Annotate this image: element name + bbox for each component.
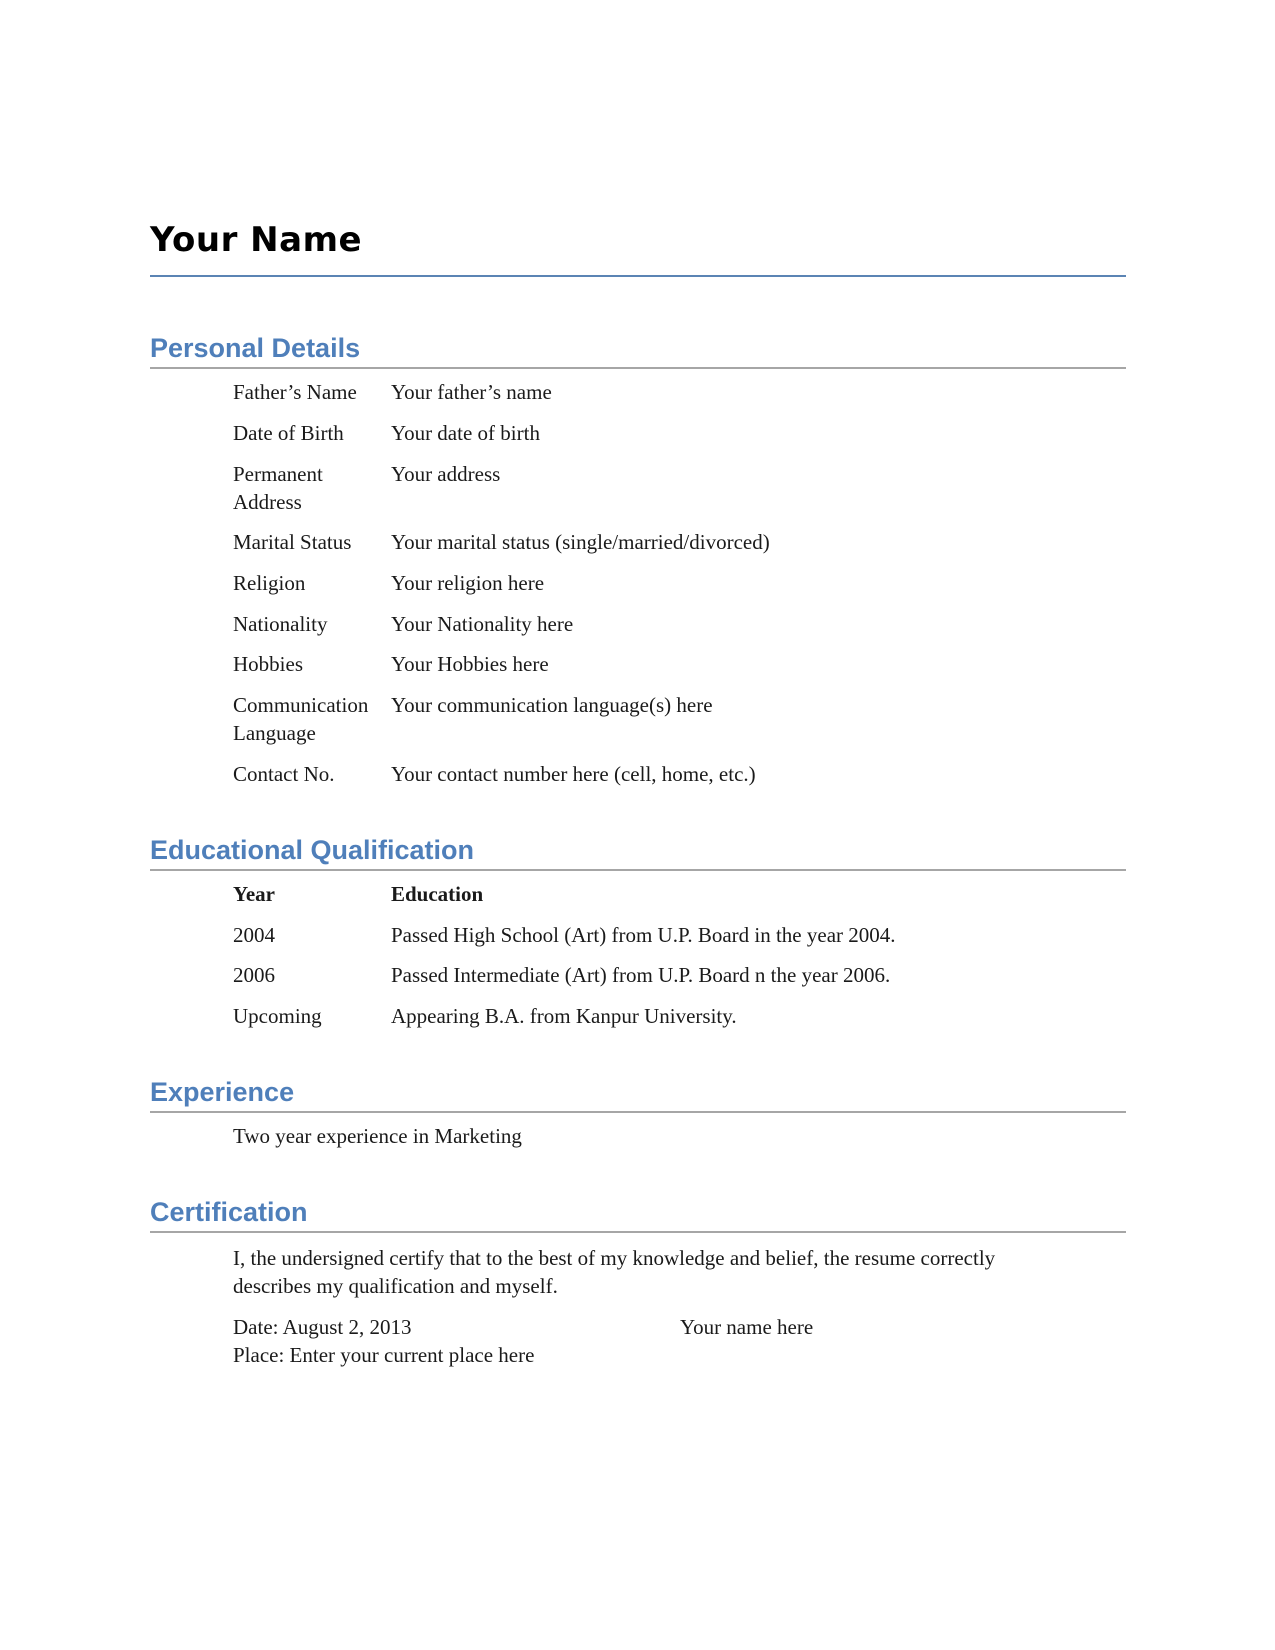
row-label: Marital Status <box>233 530 352 554</box>
experience-heading: Experience <box>150 1077 295 1107</box>
experience-text: Two year experience in Marketing <box>233 1124 522 1148</box>
experience-divider <box>150 1111 1126 1113</box>
row-label: Religion <box>233 571 306 595</box>
education-detail: Passed Intermediate (Art) from U.P. Board n the year 2006. <box>391 963 891 987</box>
row-value: Your address <box>391 462 501 486</box>
education-divider <box>150 869 1126 871</box>
row-label: Nationality <box>233 612 328 636</box>
row-label: Permanent Address <box>233 462 323 514</box>
row-label: Father’s Name <box>233 380 357 404</box>
title-divider <box>150 275 1126 277</box>
education-year: Upcoming <box>233 1004 322 1028</box>
education-detail: Appearing B.A. from Kanpur University. <box>391 1004 737 1028</box>
row-value: Your date of birth <box>391 421 540 445</box>
certification-statement: I, the undersigned certify that to the best of my knowledge and belief, the resume correctly describes my qualification and myself. <box>233 1246 996 1298</box>
resume-name-title: Your Name <box>150 220 363 260</box>
personal-details-heading: Personal Details <box>150 333 361 363</box>
education-year: 2006 <box>233 963 275 987</box>
row-value: Your contact number here (cell, home, etc.) <box>391 762 756 786</box>
certification-divider <box>150 1231 1126 1233</box>
signature-name: Your name here <box>680 1315 814 1339</box>
column-header-education: Education <box>391 882 484 906</box>
education-detail: Passed High School (Art) from U.P. Board in the year 2004. <box>391 923 896 947</box>
row-value: Your religion here <box>391 571 545 595</box>
row-label: Contact No. <box>233 762 335 786</box>
row-value: Your communication language(s) here <box>391 693 713 717</box>
row-value: Your Hobbies here <box>391 652 549 676</box>
personal-details-divider <box>150 367 1126 369</box>
column-header-year: Year <box>233 882 275 906</box>
row-value: Your marital status (single/married/divorced) <box>391 530 770 554</box>
row-label: Communication Language <box>233 693 369 745</box>
row-label: Date of Birth <box>233 421 344 445</box>
education-heading: Educational Qualification <box>150 835 475 865</box>
row-value: Your Nationality here <box>391 612 574 636</box>
certification-heading: Certification <box>150 1197 308 1227</box>
certification-place: Place: Enter your current place here <box>233 1343 535 1367</box>
row-value: Your father’s name <box>391 380 552 404</box>
certification-date: Date: August 2, 2013 <box>233 1315 412 1339</box>
education-year: 2004 <box>233 923 275 947</box>
row-label: Hobbies <box>233 652 303 676</box>
